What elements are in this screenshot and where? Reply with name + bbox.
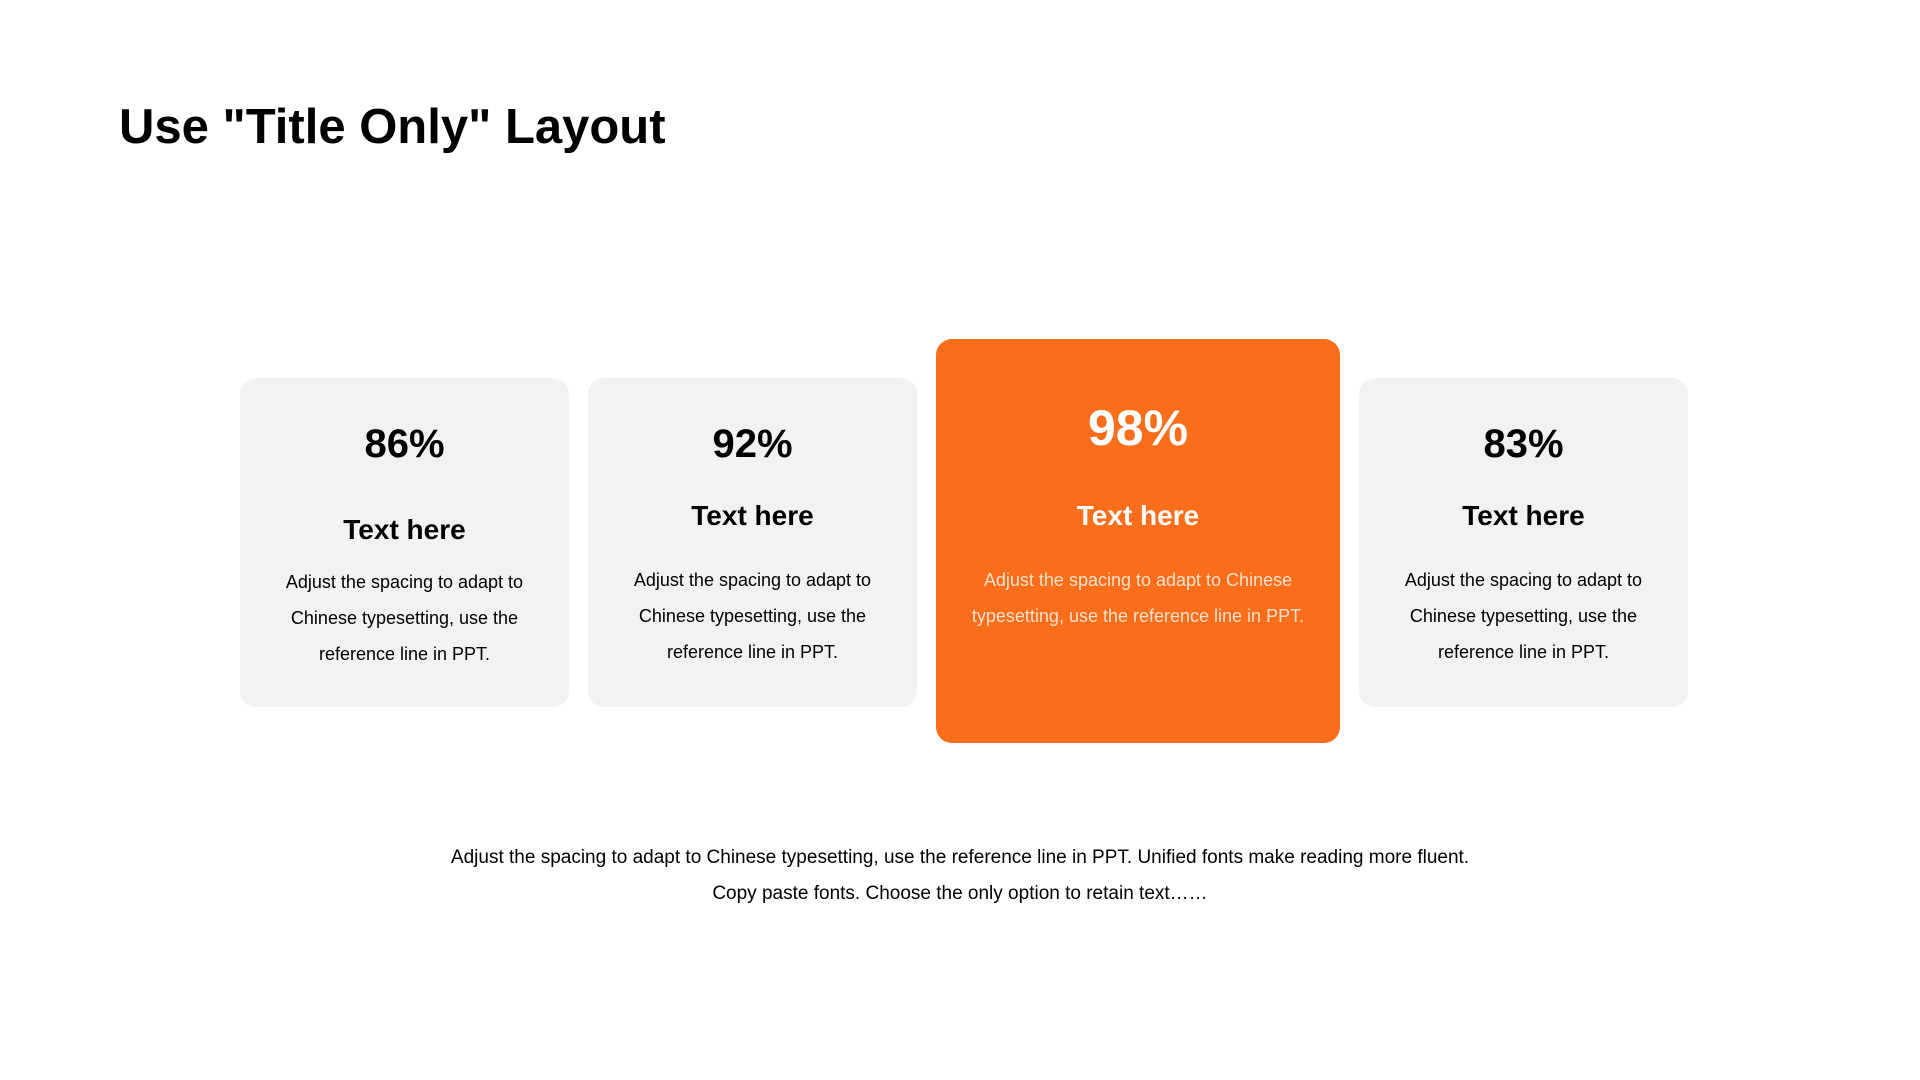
footer-line-1: Adjust the spacing to adapt to Chinese typesetting, use the reference line in PPT. Unified fonts make reading more fluent.	[450, 847, 1470, 868]
stat-card-body: Adjust the spacing to adapt to Chinese typesetting, use the reference line in PPT.	[285, 572, 524, 664]
stat-card-body: Adjust the spacing to adapt to Chinese typesetting, use the reference line in PPT.	[1404, 570, 1643, 662]
stat-card-heading: Text here	[691, 500, 814, 531]
slide-title: Use "Title Only" Layout	[119, 100, 666, 154]
stat-card-percent: 83%	[1483, 422, 1564, 466]
stat-card-heading: Text here	[1462, 500, 1585, 531]
stat-card-4	[1359, 378, 1688, 707]
stat-card-body: Adjust the spacing to adapt to Chinese typesetting, use the reference line in PPT.	[633, 570, 872, 662]
stat-card-2	[588, 378, 917, 707]
stat-card-percent: 92%	[712, 422, 793, 466]
stat-card-heading: Text here	[1076, 500, 1200, 531]
footer-line-2: Copy paste fonts. Choose the only option to retain text……	[712, 883, 1208, 904]
stat-card-3-highlighted	[936, 339, 1340, 743]
stat-card-body: Adjust the spacing to adapt to Chinese typesetting, use the reference line in PPT.	[971, 570, 1305, 626]
stat-card-1	[240, 378, 569, 707]
stat-card-heading: Text here	[343, 514, 466, 545]
stat-card-percent: 86%	[364, 422, 445, 466]
footer-description	[360, 840, 1560, 912]
stat-card-percent: 98%	[1087, 400, 1189, 456]
